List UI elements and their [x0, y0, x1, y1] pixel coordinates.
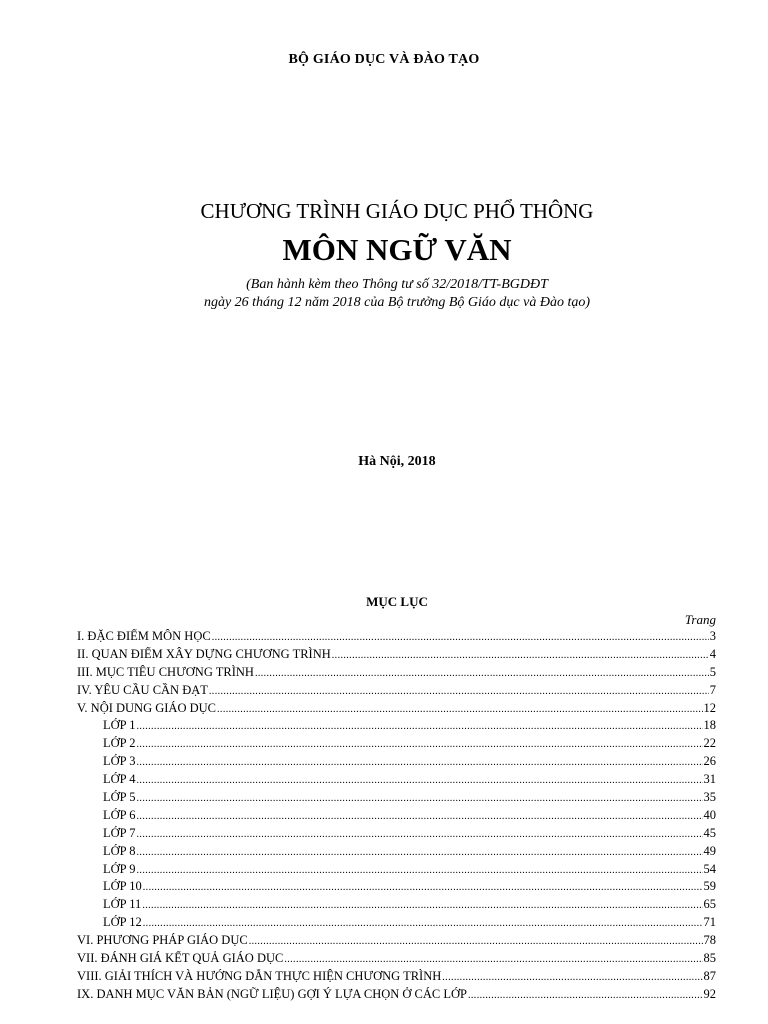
toc-entry[interactable]: [77, 718, 716, 736]
toc-entry-label: V. NỘI DUNG GIÁO DỤC: [77, 700, 217, 715]
toc-entry-label: VIII. GIẢI THÍCH VÀ HƯỚNG DẪN THỰC HIỆN CHƯƠNG TRÌNH: [77, 968, 442, 983]
toc-dot-leader: [255, 668, 709, 679]
toc-entry[interactable]: [77, 862, 716, 880]
toc-dot-leader: [137, 811, 703, 822]
toc-entry-label: LỚP 1: [103, 718, 136, 733]
toc-entry[interactable]: [77, 665, 716, 683]
toc-dot-leader: [217, 704, 702, 715]
toc-entry-label: LỚP 6: [103, 807, 136, 822]
toc-entry[interactable]: [77, 987, 716, 1005]
toc-entry-page: 65: [703, 897, 716, 912]
toc-entry[interactable]: [77, 951, 716, 969]
toc-entry[interactable]: [77, 844, 716, 862]
table-of-contents: [77, 629, 716, 1005]
toc-dot-leader: [137, 793, 703, 804]
toc-dot-leader: [137, 865, 703, 876]
toc-entry-label: II. QUAN ĐIỂM XÂY DỰNG CHƯƠNG TRÌNH: [77, 646, 331, 661]
toc-entry-label: LỚP 8: [103, 843, 136, 858]
toc-entry[interactable]: [77, 629, 716, 647]
toc-entry-label: LỚP 9: [103, 861, 136, 876]
toc-entry[interactable]: [77, 808, 716, 826]
toc-entry[interactable]: [77, 772, 716, 790]
toc-entry-label: LỚP 3: [103, 754, 136, 769]
toc-entry[interactable]: [77, 969, 716, 987]
toc-entry-label: VII. ĐÁNH GIÁ KẾT QUẢ GIÁO DỤC: [77, 951, 284, 966]
toc-entry-label: LỚP 11: [103, 897, 142, 912]
toc-dot-leader: [137, 829, 703, 840]
toc-dot-leader: [137, 775, 703, 786]
toc-entry-page: 45: [703, 825, 716, 840]
toc-dot-leader: [468, 990, 703, 1001]
issuance-note-line-1: (Ban hành kèm theo Thông tư số 32/2018/TT-BGDĐT: [246, 277, 548, 292]
toc-entry-label: LỚP 7: [103, 825, 136, 840]
toc-dot-leader: [209, 686, 709, 697]
toc-entry-label: LỚP 12: [103, 915, 142, 930]
toc-entry-page: 71: [703, 915, 716, 930]
toc-entry-page: 35: [703, 790, 716, 805]
toc-entry-label: LỚP 2: [103, 736, 136, 751]
toc-entry-page: 49: [703, 843, 716, 858]
toc-entry-page: 31: [703, 772, 716, 787]
toc-dot-leader: [142, 900, 702, 911]
toc-entry-label: IX. DANH MỤC VĂN BẢN (NGỮ LIỆU) GỢI Ý LỰA CHỌN Ở CÁC LỚP: [77, 986, 467, 1001]
toc-entry-label: III. MỤC TIÊU CHƯƠNG TRÌNH: [77, 664, 254, 679]
toc-dot-leader: [143, 918, 703, 929]
toc-dot-leader: [137, 721, 703, 732]
toc-entry-page: 26: [703, 754, 716, 769]
toc-entry[interactable]: [77, 915, 716, 933]
toc-entry-label: LỚP 4: [103, 772, 136, 787]
toc-entry[interactable]: [77, 754, 716, 772]
toc-entry-page: 7: [709, 682, 716, 697]
toc-entry-page: 59: [703, 879, 716, 894]
toc-entry-page: 92: [703, 986, 716, 1001]
toc-dot-leader: [143, 882, 703, 893]
toc-entry-label: I. ĐẶC ĐIỂM MÔN HỌC: [77, 629, 211, 643]
toc-entry-page: 4: [709, 646, 716, 661]
toc-dot-leader: [249, 936, 703, 947]
ministry-name: BỘ GIÁO DỤC VÀ ĐÀO TẠO: [288, 52, 480, 67]
toc-title: MỤC LỤC: [366, 594, 428, 609]
toc-entry-label: LỚP 10: [103, 879, 142, 894]
toc-dot-leader: [332, 650, 709, 661]
toc-entry-page: 85: [703, 951, 716, 966]
toc-entry[interactable]: [77, 826, 716, 844]
toc-entry-page: 18: [703, 718, 716, 733]
toc-entry[interactable]: [77, 897, 716, 915]
toc-entry-page: 87: [703, 968, 716, 983]
subject-title: MÔN NGỮ VĂN: [282, 232, 512, 267]
toc-entry-label: VI. PHƯƠNG PHÁP GIÁO DỤC: [77, 933, 248, 948]
toc-dot-leader: [137, 739, 703, 750]
toc-entry-page: 3: [709, 629, 716, 643]
toc-entry[interactable]: [77, 736, 716, 754]
issuance-note: [0, 276, 768, 312]
toc-dot-leader: [137, 847, 703, 858]
toc-entry[interactable]: [77, 647, 716, 665]
program-title: CHƯƠNG TRÌNH GIÁO DỤC PHỔ THÔNG: [200, 199, 594, 223]
toc-entry[interactable]: [77, 701, 716, 719]
toc-entry[interactable]: [77, 879, 716, 897]
toc-entry-page: 12: [703, 700, 716, 715]
issuance-note-line-2: ngày 26 tháng 12 năm 2018 của Bộ trưởng Bộ Giáo dục và Đào tạo): [203, 295, 591, 310]
toc-dot-leader: [442, 972, 702, 983]
toc-entry-label: LỚP 5: [103, 790, 136, 805]
place-and-year: Hà Nội, 2018: [358, 454, 436, 469]
toc-dot-leader: [284, 954, 702, 965]
toc-entry-page: 78: [703, 933, 716, 948]
toc-entry[interactable]: [77, 683, 716, 701]
toc-entry[interactable]: [77, 933, 716, 951]
toc-entry-page: 22: [703, 736, 716, 751]
toc-entry-label: IV. YÊU CẦU CẦN ĐẠT: [77, 682, 208, 697]
toc-dot-leader: [137, 757, 703, 768]
toc-dot-leader: [212, 632, 709, 643]
toc-entry[interactable]: [77, 790, 716, 808]
toc-page-column-label: Trang: [684, 612, 716, 627]
toc-entry-page: 54: [703, 861, 716, 876]
toc-entry-page: 5: [709, 664, 716, 679]
toc-entry-page: 40: [703, 807, 716, 822]
